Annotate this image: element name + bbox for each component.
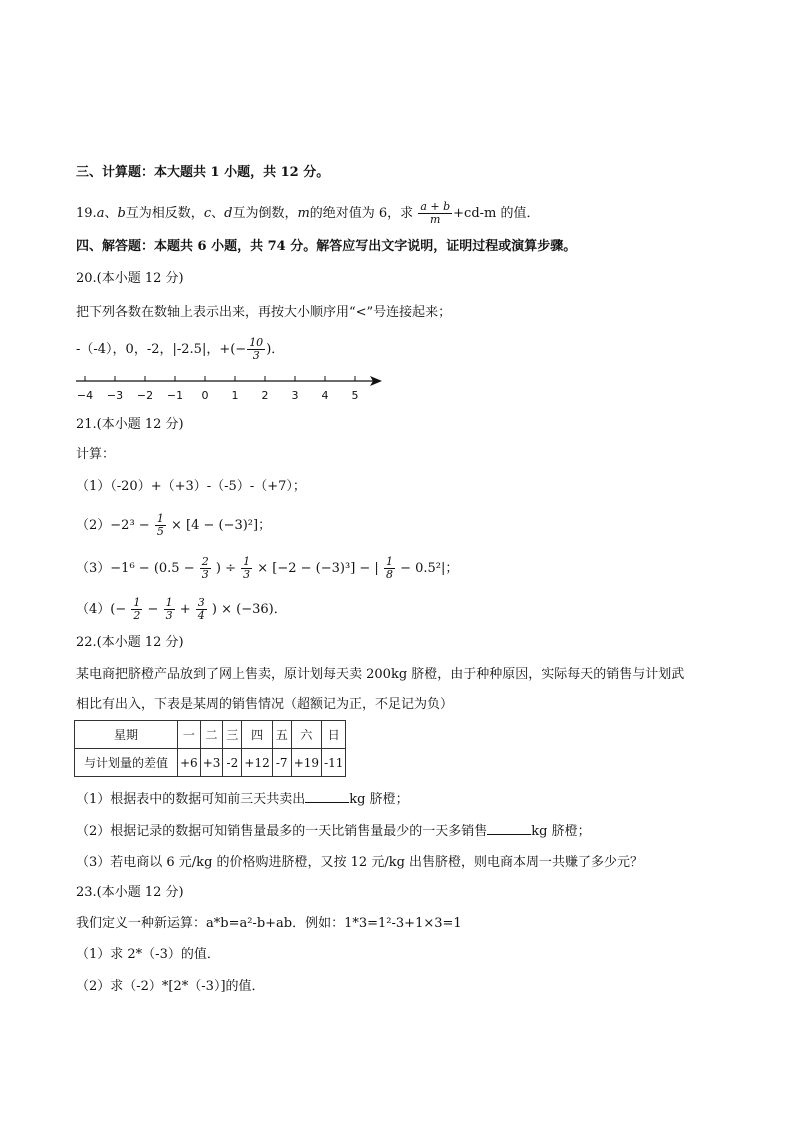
q20-fraction <box>247 337 265 362</box>
q21-p2-fraction <box>155 513 166 538</box>
table-cell: -7 <box>272 749 291 777</box>
sales-table <box>74 720 346 777</box>
answer-blank[interactable] <box>487 822 531 835</box>
table-cell: 一 <box>178 721 201 749</box>
table-cell: 五 <box>272 721 291 749</box>
q22-sub-2 <box>76 822 591 841</box>
q19-var-c: c <box>203 206 212 221</box>
q21-p3-c: × [−2 − (−3)³] − | <box>257 561 379 576</box>
table-cell: 星期 <box>75 721 178 749</box>
q22-line-2: 相比有出入，下表是某周的销售情况（超额记为正，不足记为负） <box>76 697 454 712</box>
table-header-row <box>75 721 346 749</box>
table-cell: -11 <box>322 749 346 777</box>
q21-p2-frac-den: 5 <box>156 525 164 538</box>
q19-text-1: 互为相反数， <box>125 206 204 221</box>
q21-p3-fraction-3 <box>384 556 395 581</box>
q19-fraction <box>418 201 452 226</box>
axis-tick-label: 0 <box>201 389 209 402</box>
table-cell: +19 <box>291 749 321 777</box>
q21-p4-f2-num: 1 <box>165 596 173 609</box>
axis-tick-label: 4 <box>321 389 329 402</box>
q19-frac-num: a + b <box>420 200 451 213</box>
number-line <box>70 370 390 404</box>
q21-p4-f3-num: 3 <box>197 596 205 609</box>
table-cell: +12 <box>242 749 272 777</box>
axis-tick-label: −1 <box>166 389 184 402</box>
q19-number: 19. <box>76 206 97 221</box>
axis-tick-label: 5 <box>351 389 359 402</box>
q21-title: 21.(本小题 12 分) <box>76 417 184 432</box>
q19-text-3: 的绝对值为 6，求 <box>309 206 414 221</box>
q21-p3-b: ) ÷ <box>215 561 236 576</box>
table-cell: -2 <box>223 749 242 777</box>
table-cell: 日 <box>322 721 346 749</box>
q21-p4-b: − <box>147 602 159 617</box>
table-cell: 六 <box>291 721 321 749</box>
q20-numbers-tail-post: )． <box>266 342 285 357</box>
q21-p3-f3-den: 8 <box>385 568 393 581</box>
q21-p4-f1-den: 2 <box>133 609 141 622</box>
q21-part-4 <box>76 597 287 622</box>
axis-tick-label: 2 <box>261 389 269 402</box>
q21-p3-f1-den: 3 <box>201 568 209 581</box>
q21-p3-f2-den: 3 <box>243 568 251 581</box>
q22-sub-1 <box>76 790 409 809</box>
q21-p2-frac-num: 1 <box>156 512 164 525</box>
q23-sub-1: （1）求 2*（-3）的值． <box>76 947 220 962</box>
q21-p4-fraction-3 <box>196 597 207 622</box>
q21-p4-f3-den: 4 <box>197 609 205 622</box>
answer-blank[interactable] <box>305 790 349 803</box>
q21-p3-label: （3） <box>76 561 111 576</box>
q20-numbers-tail-pre: +(− <box>219 342 247 357</box>
q21-p3-f2-num: 1 <box>243 555 251 568</box>
question-19 <box>76 201 540 226</box>
table-cell: 四 <box>242 721 272 749</box>
q19-var-b: b <box>117 206 126 221</box>
q19-sep: 、 <box>104 206 118 221</box>
q19-frac-den: m <box>430 213 441 226</box>
axis-tick-label: 1 <box>231 389 239 402</box>
q21-p3-f3-num: 1 <box>385 555 393 568</box>
q23-sub-2: （2）求（-2）*[2*（-3）]的值． <box>76 979 265 994</box>
q21-p4-f1-num: 1 <box>133 596 141 609</box>
q20-numbers <box>76 337 284 362</box>
q22-title: 22.(本小题 12 分) <box>76 635 184 650</box>
q21-p2-b: × [4 − (−3)²]； <box>170 518 272 533</box>
q22-s1-unit: kg 脐橙； <box>349 792 409 807</box>
q23-title: 23.(本小题 12 分) <box>76 885 184 900</box>
q21-p4-d: ) × (−36)． <box>211 602 287 617</box>
q20-prompt: 把下列各数在数轴上表示出来，再按大小顺序用“<”号连接起来； <box>76 305 452 320</box>
q22-sub-3: （3）若电商以 6 元/kg 的价格购进脐橙，又按 12 元/kg 出售脐橙，则电商本周一共赚了多少元？ <box>76 855 644 870</box>
table-row <box>75 749 346 777</box>
q21-p3-f1-num: 2 <box>201 555 209 568</box>
q22-s1-text: （1）根据表中的数据可知前三天共卖出 <box>76 792 306 807</box>
axis-tick-label: −2 <box>136 389 154 402</box>
table-cell: 二 <box>200 721 223 749</box>
section-4-heading: 四、解答题：本题共 6 小题，共 74 分。解答应写出文字说明，证明过程或演算步骤。 <box>76 239 577 254</box>
q20-numbers-text: -（-4），0，-2，|-2.5|， <box>76 342 220 357</box>
q20-frac-num: 10 <box>249 336 264 349</box>
q19-sep-2: 、 <box>211 206 225 221</box>
table-cell: 三 <box>223 721 242 749</box>
q21-p4-fraction-1 <box>131 597 142 622</box>
q21-part-3 <box>76 556 458 581</box>
section-3-heading: 三、计算题：本大题共 1 小题，共 12 分。 <box>76 165 330 180</box>
axis-tick-label: 3 <box>291 389 299 402</box>
table-cell: 与计划量的差值 <box>75 749 178 777</box>
q19-var-m: m <box>297 206 310 221</box>
table-cell: +6 <box>178 749 201 777</box>
q19-var-d: d <box>224 206 233 221</box>
q19-var-a: a <box>96 206 105 221</box>
q21-p2-a: −2³ − <box>110 518 150 533</box>
q21-p3-fraction-1 <box>200 556 211 581</box>
axis-tick-label: −3 <box>106 389 124 402</box>
q21-p4-f2-den: 3 <box>165 609 173 622</box>
q21-p4-label: （4） <box>76 602 111 617</box>
q23-definition: 我们定义一种新运算：a*b=a²-b+ab．例如：1*3=1²-3+1×3=1 <box>76 916 462 931</box>
q22-s2-unit: kg 脐橙； <box>531 824 591 839</box>
q22-s2-text: （2）根据记录的数据可知销售量最多的一天比销售量最少的一天多销售 <box>76 824 488 839</box>
q21-p4-fraction-2 <box>164 597 175 622</box>
q19-tail: +cd-m 的值． <box>453 206 540 221</box>
q20-frac-den: 3 <box>252 349 260 362</box>
q21-p2-label: （2） <box>76 518 111 533</box>
table-cell: +3 <box>200 749 223 777</box>
q19-text-2: 互为倒数， <box>232 206 298 221</box>
q21-p4-a: (− <box>110 602 127 617</box>
q21-part-1: （1）（-20）+（+3）-（-5）-（+7）； <box>76 479 306 494</box>
q21-part-2 <box>76 513 271 538</box>
q22-line-1: 某电商把脐橙产品放到了网上售卖，原计划每天卖 200kg 脐橙，由于种种原因，实际每天的销售与计划武 <box>76 667 685 682</box>
q21-p3-d: − 0.5²|； <box>400 561 459 576</box>
q21-p3-a: −1⁶ − (0.5 − <box>110 561 195 576</box>
axis-tick-label: −4 <box>76 389 94 402</box>
q21-p4-c: + <box>179 602 191 617</box>
q21-p3-fraction-2 <box>241 556 252 581</box>
q21-intro: 计算： <box>76 447 116 462</box>
q20-title: 20.(本小题 12 分) <box>76 271 184 286</box>
